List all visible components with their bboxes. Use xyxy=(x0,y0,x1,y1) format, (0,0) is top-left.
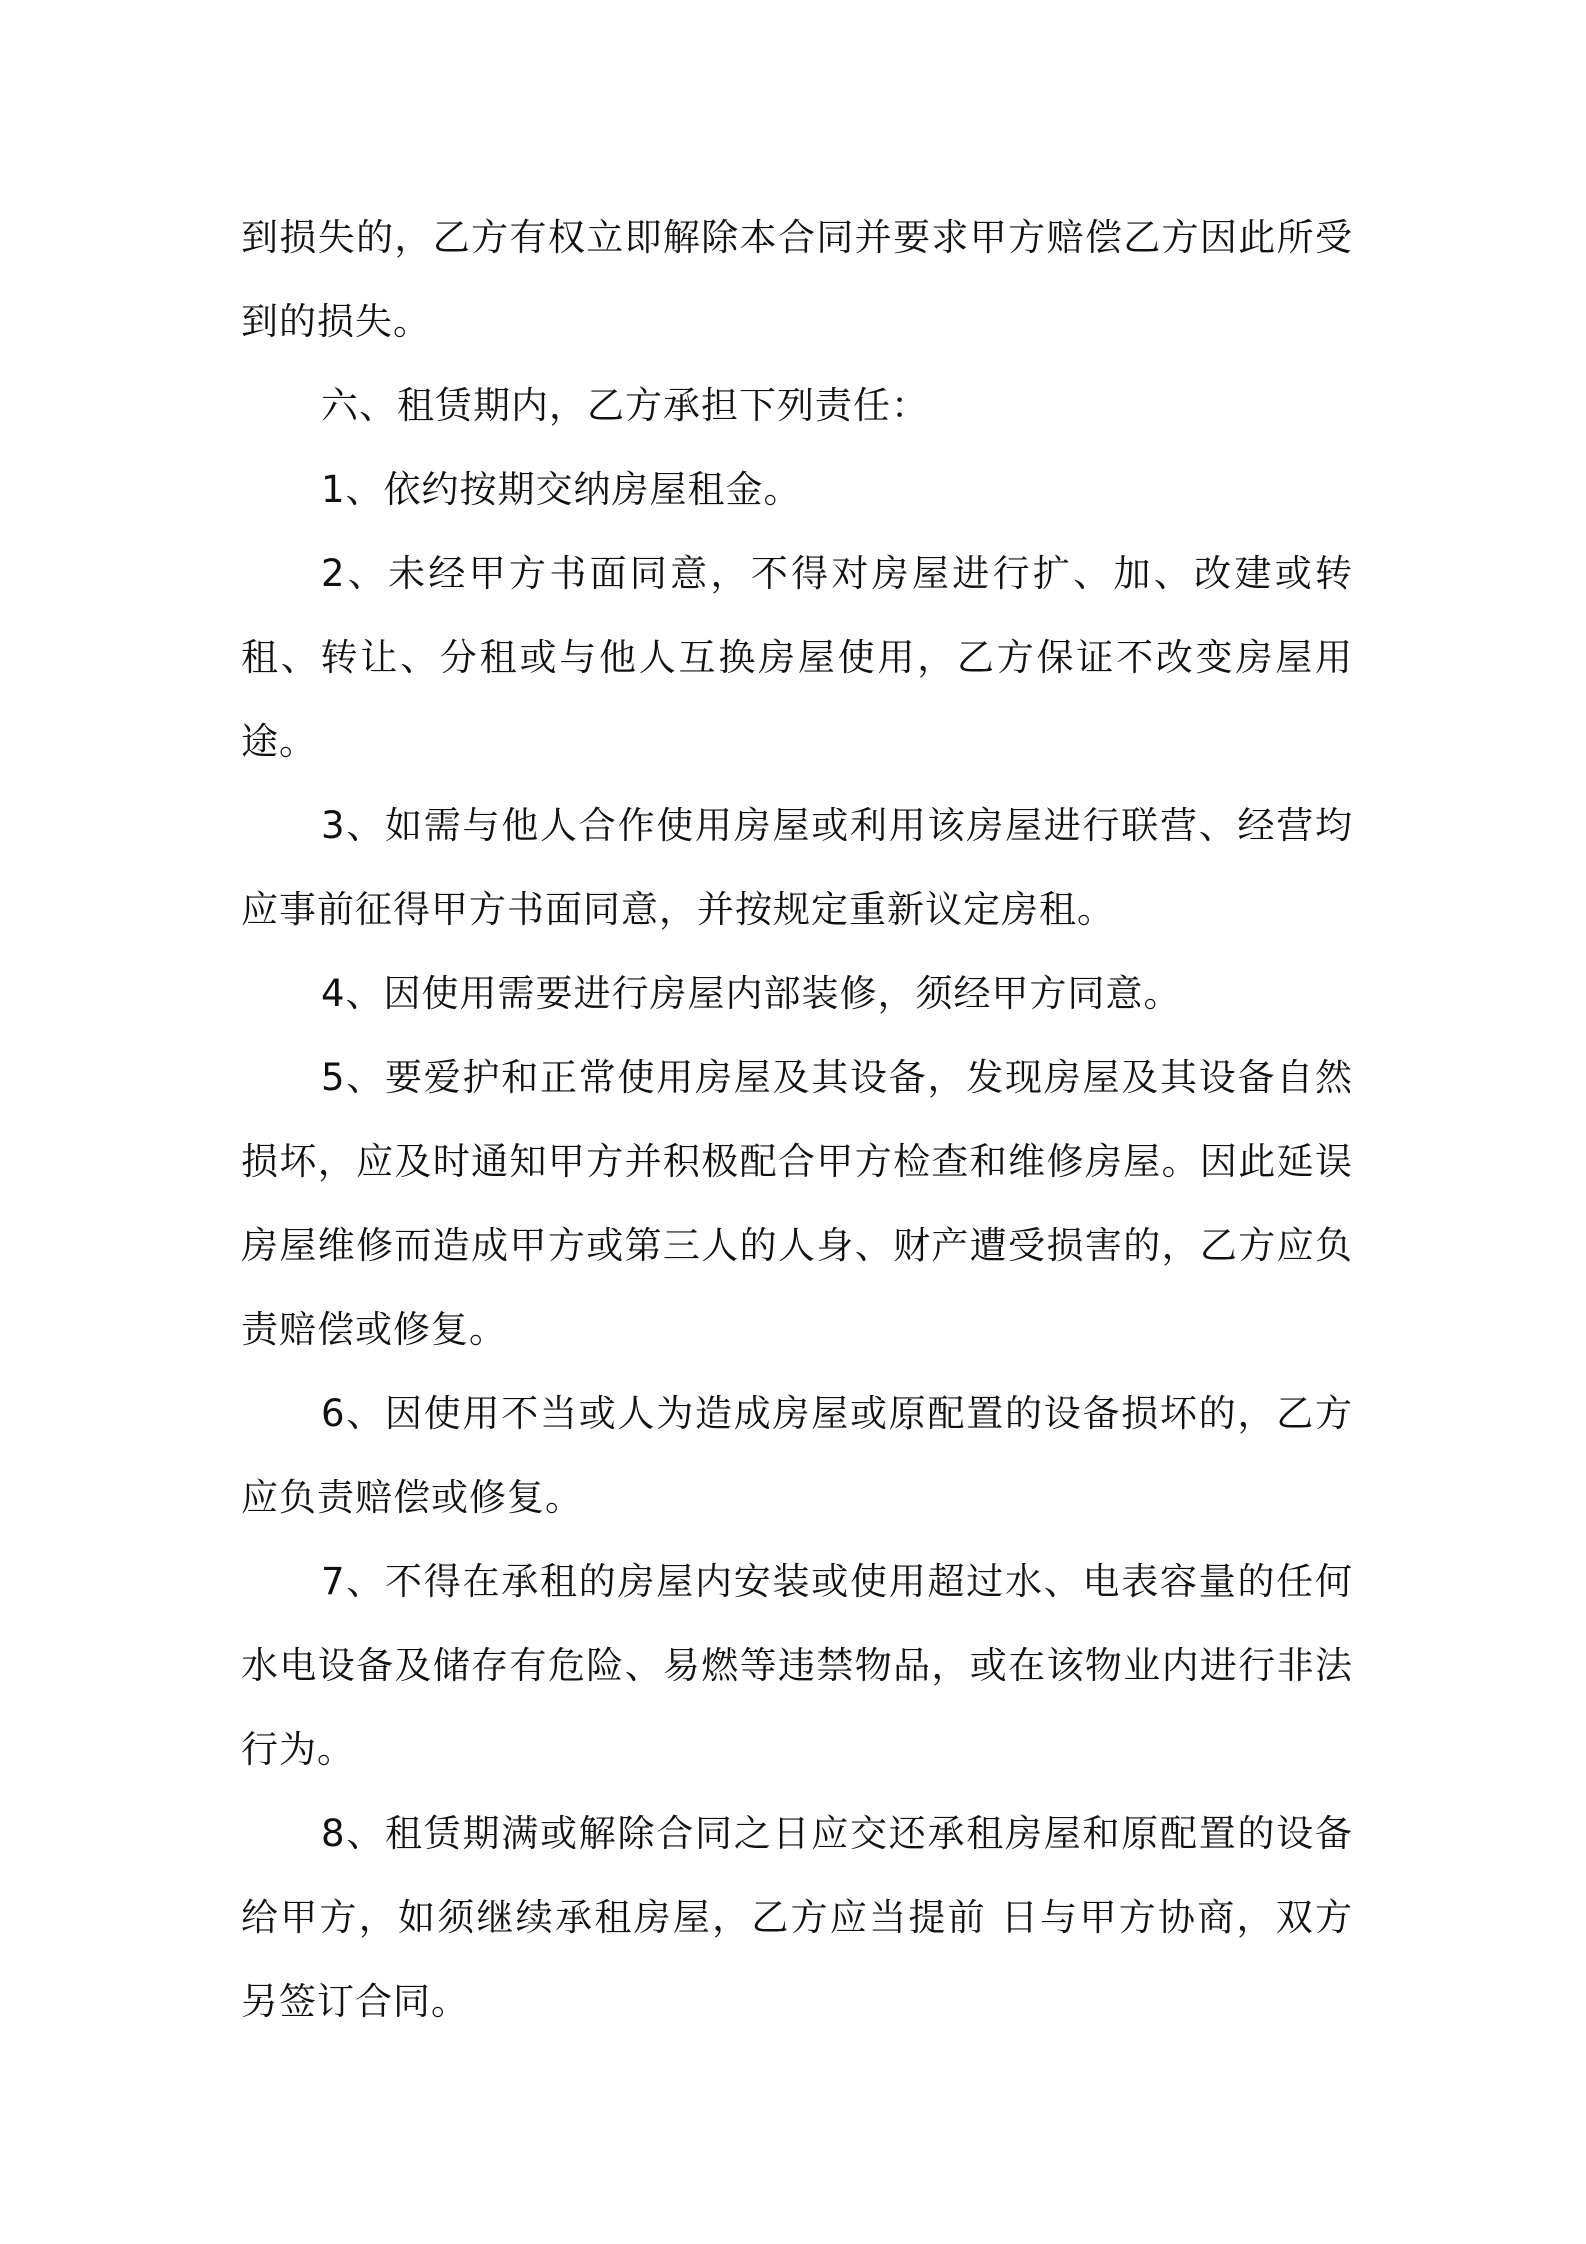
clause-6: 6、因使用不当或人为造成房屋或原配置的设备损坏的，乙方应负责赔偿或修复。 xyxy=(241,1392,1353,1519)
clause-5: 5、要爱护和正常使用房屋及其设备，发现房屋及其设备自然损坏，应及时通知甲方并积极配合甲方检查和维修房屋。因此延误房屋维修而造成甲方或第三人的人身、财产遭受损害的，乙方应负责赔偿或修复。 xyxy=(241,1056,1353,1351)
clause-8: 8、租赁期满或解除合同之日应交还承租房屋和原配置的设备给甲方，如须继续承租房屋，乙方应当提前 日与甲方协商，双方另签订合同。 xyxy=(241,1812,1353,2023)
section-heading-six: 六、租赁期内，乙方承担下列责任： xyxy=(321,384,929,427)
document-body xyxy=(241,196,1353,2044)
clause-1: 1、依约按期交纳房屋租金。 xyxy=(321,468,802,511)
clause-3: 3、如需与他人合作使用房屋或利用该房屋进行联营、经营均应事前征得甲方书面同意，并按规定重新议定房租。 xyxy=(241,804,1353,931)
clause-7: 7、不得在承租的房屋内安装或使用超过水、电表容量的任何水电设备及储存有危险、易燃等违禁物品，或在该物业内进行非法行为。 xyxy=(241,1560,1353,1771)
clause-2: 2、未经甲方书面同意，不得对房屋进行扩、加、改建或转租、转让、分租或与他人互换房屋使用，乙方保证不改变房屋用途。 xyxy=(241,552,1353,763)
clause-4: 4、因使用需要进行房屋内部装修，须经甲方同意。 xyxy=(321,972,1182,1015)
paragraph-continuation: 到损失的，乙方有权立即解除本合同并要求甲方赔偿乙方因此所受到的损失。 xyxy=(241,216,1353,343)
